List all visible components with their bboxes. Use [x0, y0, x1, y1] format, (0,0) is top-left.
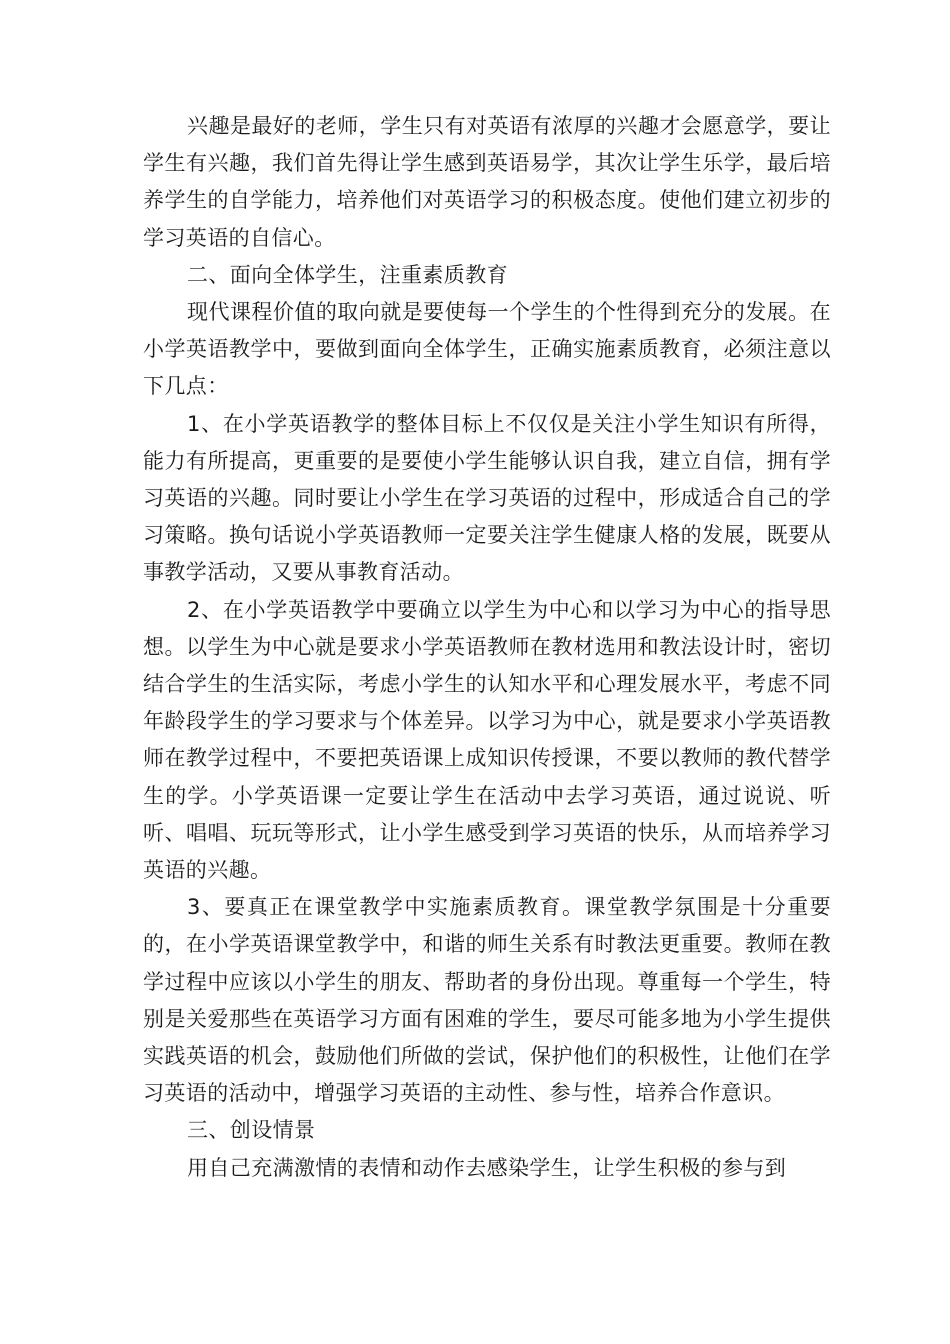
paragraph-interest: 兴趣是最好的老师，学生只有对英语有浓厚的兴趣才会愿意学，要让学生有兴趣，我们首先得让学生感到英语易学，其次让学生乐学，最后培养学生的自学能力，培养他们对英语学习的积极态度。使他们建立初步的学习英语的自信心。 [143, 114, 831, 250]
paragraph-point-3: 3、要真正在课堂教学中实施素质教育。课堂教学氛围是十分重要的，在小学英语课堂教学中，和谐的师生关系有时教法更重要。教师在教学过程中应该以小学生的朋友、帮助者的身份出现。尊重每一个学生，特别是关爱那些在英语学习方面有困难的学生，要尽可能多地为小学生提供实践英语的机会，鼓励他们所做的尝试，保护他们的积极性，让他们在学习英语的活动中，增强学习英语的主动性、参与性，培养合作意识。 [143, 895, 831, 1106]
section-heading-3: 三、创设情景 [187, 1118, 316, 1143]
section-heading-2: 二、面向全体学生，注重素质教育 [187, 262, 508, 287]
document-body [143, 108, 831, 1187]
paragraph-curriculum-value: 现代课程价值的取向就是要使每一个学生的个性得到充分的发展。在小学英语教学中，要做到面向全体学生，正确实施素质教育，必须注意以下几点： [143, 300, 831, 399]
paragraph-point-1: 1、在小学英语教学的整体目标上不仅仅是关注小学生知识有所得，能力有所提高，更重要的是要使小学生能够认识自我，建立自信，拥有学习英语的兴趣。同时要让小学生在学习英语的过程中，形成适合自己的学习策略。换句话说小学英语教师一定要关注学生健康人格的发展，既要从事教学活动，又要从事教育活动。 [143, 411, 831, 585]
paragraph-point-2: 2、在小学英语教学中要确立以学生为中心和以学习为中心的指导思想。以学生为中心就是要求小学英语教师在教材选用和教法设计时，密切结合学生的生活实际，考虑小学生的认知水平和心理发展水平，考虑不同年龄段学生的学习要求与个体差异。以学习为中心，就是要求小学英语教师在教学过程中，不要把英语课上成知识传授课，不要以教师的教代替学生的学。小学英语课一定要让学生在活动中去学习英语，通过说说、听听、唱唱、玩玩等形式，让小学生感受到学习英语的快乐，从而培养学习英语的兴趣。 [143, 597, 831, 883]
paragraph-create-scenario: 用自己充满激情的表情和动作去感染学生，让学生积极的参与到 [187, 1155, 787, 1180]
